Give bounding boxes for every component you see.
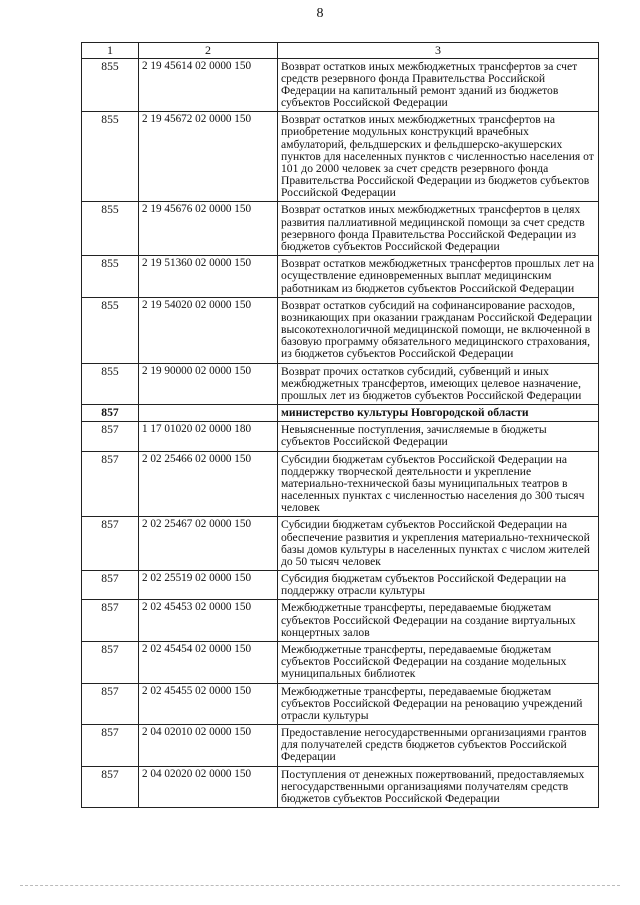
table-row [82,297,599,363]
admin-code-cell: 857 [82,600,139,642]
column-header: 3 [278,43,599,59]
scan-edge-line [20,885,620,887]
budget-code-cell: 2 02 25519 02 0000 150 [139,571,278,600]
column-header: 2 [139,43,278,59]
budget-code-cell: 2 02 45455 02 0000 150 [139,683,278,725]
table-row [82,517,599,571]
budget-code-cell: 2 19 54020 02 0000 150 [139,297,278,363]
budget-code-cell: 2 19 45672 02 0000 150 [139,112,278,202]
admin-code-cell: 857 [82,725,139,767]
description-cell: Поступления от денежных пожертвований, предоставляемых негосударственными организациями получателям средств бюджетов субъектов Российской Федерации [278,766,599,808]
admin-code-cell: 857 [82,641,139,683]
budget-code-cell: 2 02 25467 02 0000 150 [139,517,278,571]
table-row [82,571,599,600]
budget-code-cell: 2 19 45614 02 0000 150 [139,58,278,112]
description-cell: министерство культуры Новгородской области [278,405,599,422]
description-cell: Возврат прочих остатков субсидий, субвенций и иных межбюджетных трансфертов, имеющих целевое назначение, прошлых лет из бюджетов субъектов Российской Федерации [278,363,599,405]
column-header: 1 [82,43,139,59]
table-row [82,202,599,256]
table-row [82,422,599,451]
description-cell: Субсидия бюджетам субъектов Российской Федерации на поддержку отрасли культуры [278,571,599,600]
description-cell: Межбюджетные трансферты, передаваемые бюджетам субъектов Российской Федерации на реновацию учреждений отрасли культуры [278,683,599,725]
description-cell: Возврат остатков субсидий на софинансирование расходов, возникающих при оказании гражданам Российской Федерации высокотехнологичной медицинской помощи, не включенной в базовую программу обязательного медицинского страхования, из бюджетов субъектов Российской Федерации [278,297,599,363]
admin-code-cell: 857 [82,405,139,422]
budget-code-cell: 2 04 02020 02 0000 150 [139,766,278,808]
description-cell: Субсидии бюджетам субъектов Российской Федерации на обеспечение развития и укрепления материально-технической базы домов культуры в населенных пунктах с числом жителей до 50 тысяч человек [278,517,599,571]
table-row [82,766,599,808]
table-row [82,256,599,298]
table-row [82,112,599,202]
table-row [82,363,599,405]
table-header-row [82,43,599,59]
admin-code-cell: 857 [82,451,139,517]
table-row [82,600,599,642]
budget-code-cell: 2 19 90000 02 0000 150 [139,363,278,405]
admin-code-cell: 855 [82,363,139,405]
admin-code-cell: 857 [82,683,139,725]
admin-code-cell: 857 [82,766,139,808]
description-cell: Возврат остатков межбюджетных трансфертов прошлых лет на осуществление единовременных выплат медицинским работникам из бюджетов субъектов Российской Федерации [278,256,599,298]
budget-code-cell: 2 19 51360 02 0000 150 [139,256,278,298]
description-cell: Межбюджетные трансферты, передаваемые бюджетам субъектов Российской Федерации на создание виртуальных концертных залов [278,600,599,642]
admin-code-cell: 855 [82,297,139,363]
table-row [82,58,599,112]
page-number: 8 [316,6,324,21]
table-row [82,683,599,725]
table-row [82,451,599,517]
budget-code-cell [139,405,278,422]
group-header-row [82,405,599,422]
admin-code-cell: 855 [82,112,139,202]
budget-code-cell: 2 19 45676 02 0000 150 [139,202,278,256]
budget-codes-table [81,42,599,808]
budget-code-cell: 2 02 25466 02 0000 150 [139,451,278,517]
description-cell: Предоставление негосударственными организациями грантов для получателей средств бюджетов субъектов Российской Федерации [278,725,599,767]
description-cell: Невыясненные поступления, зачисляемые в бюджеты субъектов Российской Федерации [278,422,599,451]
admin-code-cell: 857 [82,517,139,571]
budget-code-cell: 1 17 01020 02 0000 180 [139,422,278,451]
description-cell: Субсидии бюджетам субъектов Российской Федерации на поддержку творческой деятельности и укрепление материально-технической базы муниципальных театров в населенных пунктах с численностью населения до 300 тысяч человек [278,451,599,517]
description-cell: Возврат остатков иных межбюджетных трансфертов на приобретение модульных конструкций врачебных амбулаторий, фельдшерских и фельдшерско-акушерских пунктов для населенных пунктов с численностью населения от 101 до 2000 человек за счет средств резервного фонда Правительства Российской Федерации из бюджетов субъектов Российской Федерации [278,112,599,202]
table-row [82,641,599,683]
description-cell: Возврат остатков иных межбюджетных трансфертов за счет средств резервного фонда Правительства Российской Федерации на капитальный ремонт зданий из бюджетов субъектов Российской Федерации [278,58,599,112]
description-cell: Межбюджетные трансферты, передаваемые бюджетам субъектов Российской Федерации на создание модельных муниципальных библиотек [278,641,599,683]
budget-code-cell: 2 02 45453 02 0000 150 [139,600,278,642]
admin-code-cell: 857 [82,571,139,600]
budget-code-cell: 2 02 45454 02 0000 150 [139,641,278,683]
table-row [82,725,599,767]
admin-code-cell: 855 [82,256,139,298]
admin-code-cell: 855 [82,58,139,112]
admin-code-cell: 857 [82,422,139,451]
table-body [82,58,599,807]
budget-code-cell: 2 04 02010 02 0000 150 [139,725,278,767]
admin-code-cell: 855 [82,202,139,256]
description-cell: Возврат остатков иных межбюджетных трансфертов в целях развития паллиативной медицинской помощи за счет средств резервного фонда Правительства Российской Федерации из бюджетов субъектов Российской Федерации [278,202,599,256]
